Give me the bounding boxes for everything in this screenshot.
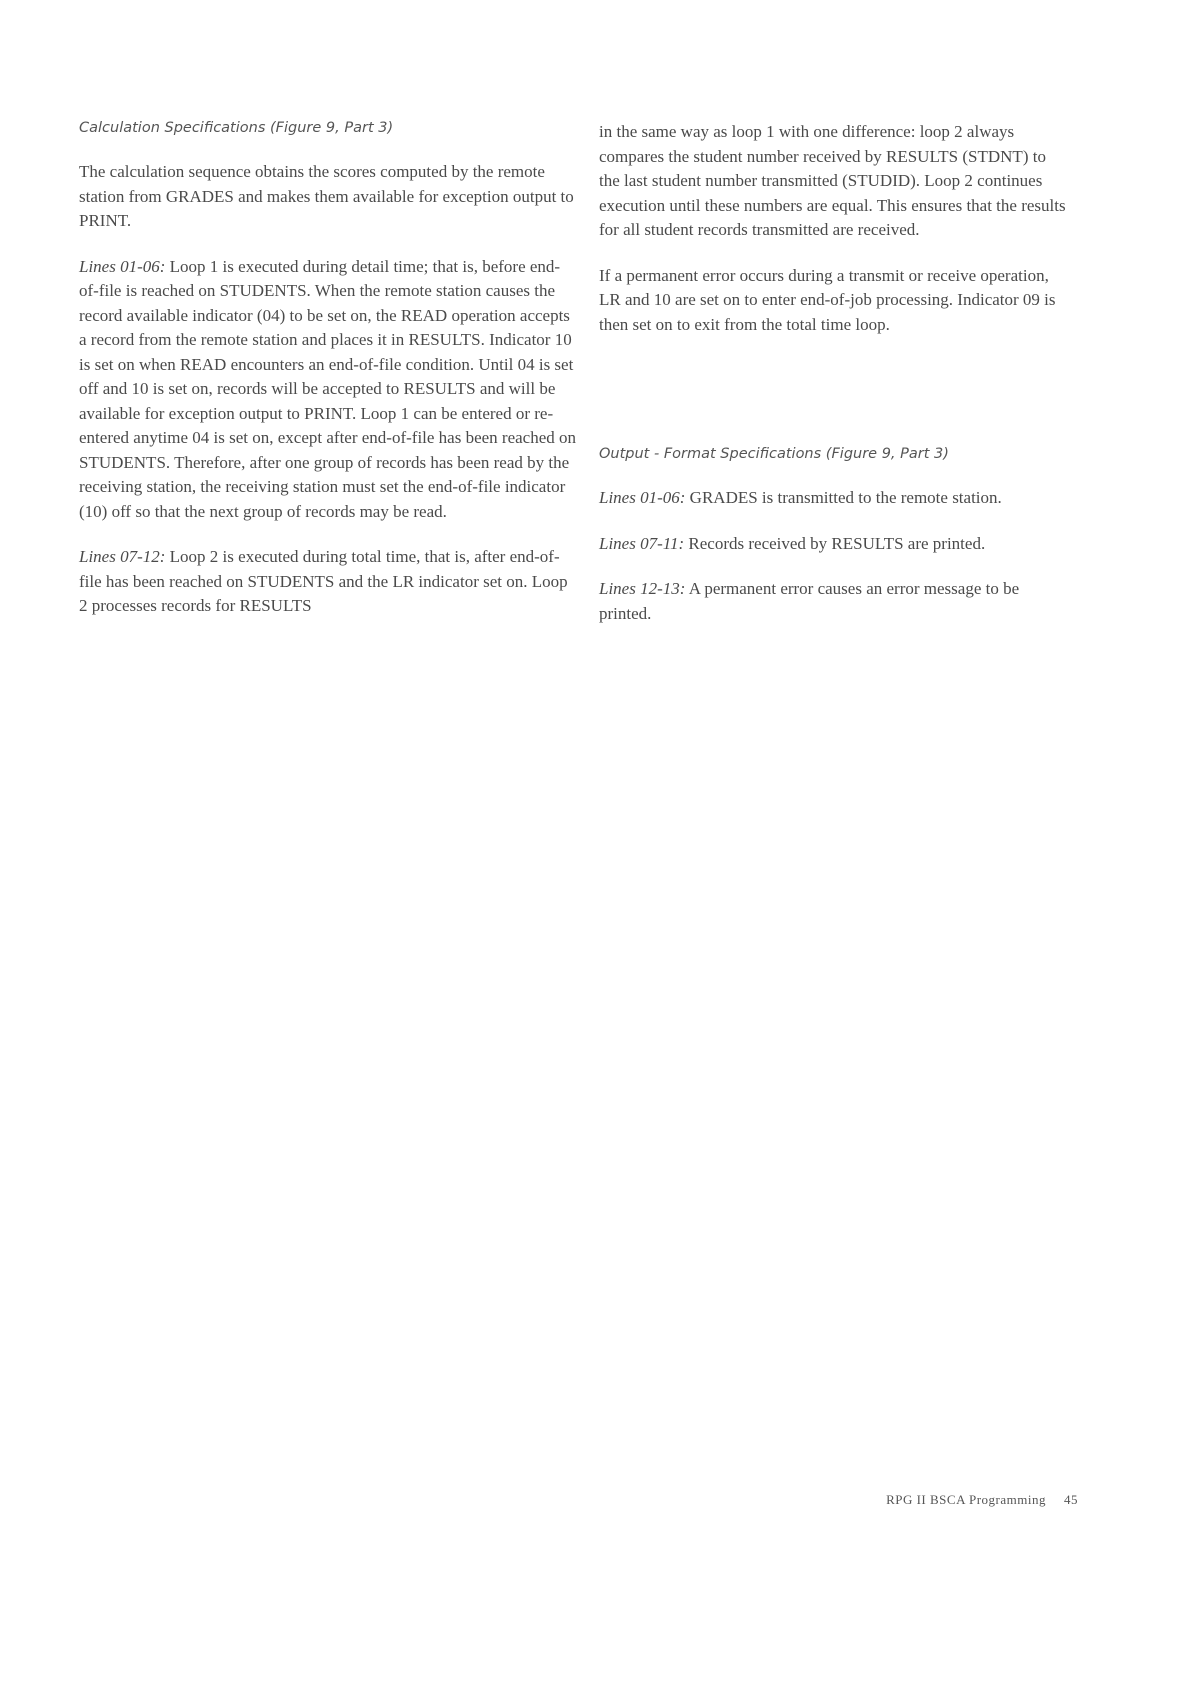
paragraph-text: Loop 2 is executed during total time, that is, after end-of-file has been reached on STUDENTS and the LR indicator set on. Loop 2 processes records for RESULTS xyxy=(79,547,568,615)
paragraph-lead: Lines 01-06: xyxy=(599,488,686,507)
permanent-error-paragraph: If a permanent error occurs during a transmit or receive operation, LR and 10 are set on to enter end-of-job processing. Indicator 09 is then set on to exit from the total time loop. xyxy=(599,265,1056,334)
output-format-specifications-heading: Output - Format Specifications (Figure 9, Part 3) xyxy=(599,446,949,462)
calculation-specifications-heading: Calculation Specifications (Figure 9, Part 3) xyxy=(79,120,394,136)
paragraph-text: Records received by RESULTS are printed. xyxy=(684,533,986,553)
footer-title: RPG II BSCA Programming xyxy=(886,1492,1046,1507)
output-lines-12-13-paragraph xyxy=(599,577,1069,626)
paragraph-lead: Lines 07-11: xyxy=(599,533,685,553)
paragraph-text: A permanent error causes an error message to be printed. xyxy=(599,579,1020,623)
output-lines-07-11-paragraph xyxy=(599,532,1069,557)
paragraph-lead: Lines 07-12: xyxy=(79,547,166,566)
loop-2-continuation-paragraph: in the same way as loop 1 with one difference: loop 2 always compares the student number received by RESULTS (STDNT) to the last student number transmitted (STUDID). Loop 2 continues execution until these numbers are equal. This ensures that the results for all student records transmitted are received. xyxy=(599,122,1066,239)
paragraph-lead: Lines 12-13: xyxy=(599,579,686,598)
spacer xyxy=(599,358,1069,446)
calculation-intro-paragraph: The calculation sequence obtains the scores computed by the remote station from GRADES and makes them available for exception output to PRINT. xyxy=(79,162,574,230)
lines-07-12-paragraph xyxy=(79,545,579,619)
paragraph-text: Loop 1 is executed during detail time; that is, before end-of-file is reached on STUDENTS. When the remote station causes the record available indicator (04) to be set on, the READ operation accepts a record from the remote station and places it in RESULTS. Indicator 10 is set on when READ encounters an end-of-file condition. Until 04 is set off and 10 is set on, records will be accepted to RESULTS and will be available for exception output to PRINT. Loop 1 can be entered or re-entered anytime 04 is set on, except after end-of-file has been reached on STUDENTS. Therefore, after one group of records has been read by the receiving station, the receiving station must set the end-of-file indicator (10) off so that the next group of records may be read. xyxy=(79,256,577,521)
page-number: 45 xyxy=(1064,1492,1078,1507)
paragraph-lead: Lines 01-06: xyxy=(79,256,166,276)
output-lines-01-06-paragraph xyxy=(599,486,1069,511)
page-footer xyxy=(886,1492,1078,1508)
right-column xyxy=(599,120,1069,647)
left-column xyxy=(79,120,579,640)
lines-01-06-paragraph xyxy=(79,255,579,525)
paragraph-text: GRADES is transmitted to the remote station. xyxy=(685,488,1002,507)
